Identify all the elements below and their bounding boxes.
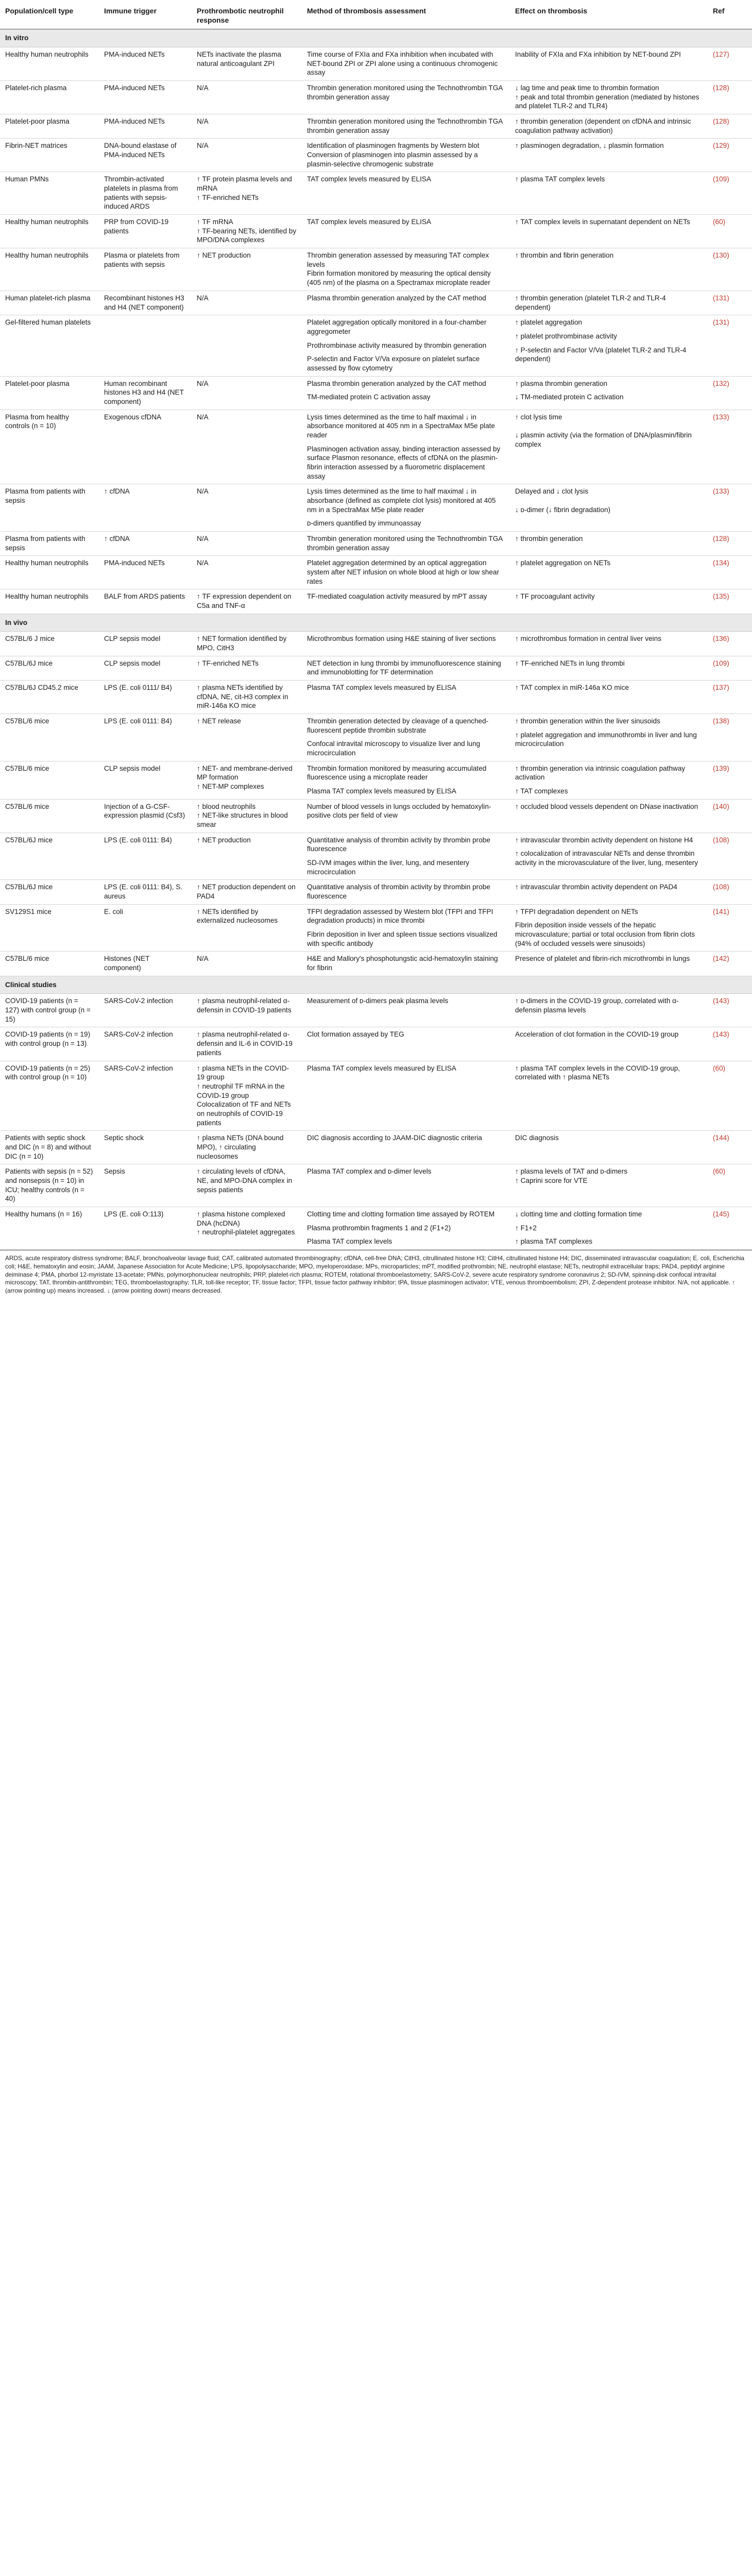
header-row <box>0 0 752 29</box>
cell-method: Platelet aggregation optically monitored in a four-chamber aggregometer Prothrombinase activity measured by thrombin generation P-selectin and Factor V/Va exposure on platelet surface assessed by flow cytometry <box>302 315 510 376</box>
cell-method: Thrombin generation detected by cleavage of a quenched-fluorescent peptide thrombin substrate Confocal intravital microscopy to visualize liver and lung microcirculation <box>302 714 510 761</box>
cell-effect: ↑ occluded blood vessels dependent on DNase inactivation <box>510 799 708 833</box>
cell-neutrophil-response: N/A <box>192 81 302 114</box>
cell-population: COVID-19 patients (n = 19) with control group (n = 13) <box>0 1027 99 1061</box>
cell-neutrophil-response: N/A <box>192 139 302 172</box>
cell-method: Clot formation assayed by TEG <box>302 1027 510 1061</box>
cell-ref: (132) <box>708 376 752 410</box>
cell-method: TFPI degradation assessed by Western blot (TFPI and TFPI degradation products) in mice thrombi Fibrin deposition in liver and spleen tissue sections visualized with specific antibody <box>302 904 510 952</box>
cell-ref: (109) <box>708 656 752 680</box>
table-row <box>0 1207 752 1249</box>
cell-ref: (137) <box>708 681 752 714</box>
cell-ref: (128) <box>708 81 752 114</box>
section-header <box>0 29 752 47</box>
cell-method: H&E and Mallory's phosphotungstic acid-hematoxylin staining for fibrin <box>302 952 510 976</box>
cell-method: DIC diagnosis according to JAAM-DIC diagnostic criteria <box>302 1131 510 1164</box>
cell-ref: (143) <box>708 1027 752 1061</box>
cell-population: Healthy human neutrophils <box>0 589 99 614</box>
cell-effect: ↑ platelet aggregation on NETs <box>510 556 708 589</box>
cell-neutrophil-response: NETs inactivate the plasma natural anticoagulant ZPI <box>192 47 302 81</box>
cell-effect: ↑ ᴅ-dimers in the COVID-19 group, correlated with α-defensin plasma levels <box>510 994 708 1027</box>
cell-ref: (128) <box>708 531 752 555</box>
cell-neutrophil-response <box>192 315 302 376</box>
cell-ref: (139) <box>708 761 752 799</box>
cell-effect: Delayed and ↓ clot lysis ↓ ᴅ-dimer (↓ fibrin degradation) <box>510 484 708 532</box>
cell-neutrophil-response: N/A <box>192 484 302 532</box>
cell-method: Thrombin generation monitored using the Technothrombin TGA thrombin generation assay <box>302 81 510 114</box>
cell-population: Healthy human neutrophils <box>0 556 99 589</box>
cell-neutrophil-response: ↑ NET production <box>192 833 302 880</box>
cell-immune-trigger: SARS-CoV-2 infection <box>99 1061 192 1131</box>
table-body <box>0 29 752 1250</box>
cell-population: C57BL/6J mice <box>0 656 99 680</box>
section-title: Clinical studies <box>0 976 752 994</box>
cell-population: C57BL/6J CD45.2 mice <box>0 681 99 714</box>
table-row <box>0 47 752 81</box>
header-immune-trigger: Immune trigger <box>99 0 192 29</box>
cell-population: Patients with sepsis (n = 52) and nonsepsis (n = 10) in ICU; healthy controls (n = 40) <box>0 1164 99 1207</box>
cell-ref: (145) <box>708 1207 752 1249</box>
cell-effect: ↑ plasma TAT complex levels in the COVID-19 group, correlated with ↑ plasma NETs <box>510 1061 708 1131</box>
cell-population: Plasma from patients with sepsis <box>0 531 99 555</box>
table-row <box>0 681 752 714</box>
cell-immune-trigger: Injection of a G-CSF-expression plasmid (Csf3) <box>99 799 192 833</box>
cell-neutrophil-response: ↑ NET production dependent on PAD4 <box>192 880 302 904</box>
cell-ref: (144) <box>708 1131 752 1164</box>
cell-population: Platelet-poor plasma <box>0 114 99 139</box>
cell-immune-trigger: PMA-induced NETs <box>99 556 192 589</box>
table-row <box>0 589 752 614</box>
table-row <box>0 761 752 799</box>
cell-method: Clotting time and clotting formation time assayed by ROTEM Plasma prothrombin fragments 1 and 2 (F1+2) Plasma TAT complex levels <box>302 1207 510 1249</box>
section-header <box>0 614 752 632</box>
cell-ref: (108) <box>708 833 752 880</box>
cell-ref: (131) <box>708 291 752 315</box>
cell-method: Plasma thrombin generation analyzed by the CAT method <box>302 291 510 315</box>
cell-immune-trigger: LPS (E. coli 0111: B4), S. aureus <box>99 880 192 904</box>
cell-neutrophil-response: ↑ plasma NETs in the COVID-19 group ↑ neutrophil TF mRNA in the COVID-19 group Colocalization of TF and NETs on neutrophils of COVID-19 patients <box>192 1061 302 1131</box>
cell-population: C57BL/6J mice <box>0 880 99 904</box>
cell-effect: Inability of FXIa and FXa inhibition by NET-bound ZPI <box>510 47 708 81</box>
header-population: Population/cell type <box>0 0 99 29</box>
cell-effect: ↑ TF procoagulant activity <box>510 589 708 614</box>
cell-method: Measurement of ᴅ-dimers peak plasma levels <box>302 994 510 1027</box>
cell-neutrophil-response: N/A <box>192 291 302 315</box>
cell-ref: (60) <box>708 215 752 248</box>
table-row <box>0 880 752 904</box>
cell-ref: (133) <box>708 484 752 532</box>
cell-effect: ↑ TAT complex in miR-146a KO mice <box>510 681 708 714</box>
cell-effect: DIC diagnosis <box>510 1131 708 1164</box>
cell-neutrophil-response: ↑ blood neutrophils ↑ NET-like structures in blood smear <box>192 799 302 833</box>
section-title: In vitro <box>0 29 752 47</box>
cell-neutrophil-response: N/A <box>192 114 302 139</box>
cell-method: TAT complex levels measured by ELISA <box>302 172 510 215</box>
cell-population: Healthy humans (n = 16) <box>0 1207 99 1249</box>
table-row <box>0 215 752 248</box>
cell-immune-trigger: CLP sepsis model <box>99 761 192 799</box>
cell-neutrophil-response: ↑ TF protein plasma levels and mRNA ↑ TF-enriched NETs <box>192 172 302 215</box>
cell-method: Quantitative analysis of thrombin activity by thrombin probe fluorescence SD-IVM images within the liver, lung, and mesentery microcirculation <box>302 833 510 880</box>
cell-effect: ↓ clotting time and clotting formation time ↑ F1+2 ↑ plasma TAT complexes <box>510 1207 708 1249</box>
cell-immune-trigger: Histones (NET component) <box>99 952 192 976</box>
cell-neutrophil-response: ↑ TF mRNA ↑ TF-bearing NETs, identified by MPO/DNA complexes <box>192 215 302 248</box>
cell-population: Patients with septic shock and DIC (n = 8) and without DIC (n = 10) <box>0 1131 99 1164</box>
cell-population: SV129S1 mice <box>0 904 99 952</box>
cell-neutrophil-response: ↑ TF-enriched NETs <box>192 656 302 680</box>
cell-effect: ↑ thrombin generation (platelet TLR-2 and TLR-4 dependent) <box>510 291 708 315</box>
cell-immune-trigger: LPS (E. coli 0111: B4) <box>99 714 192 761</box>
cell-immune-trigger: SARS-CoV-2 infection <box>99 1027 192 1061</box>
table-row <box>0 81 752 114</box>
cell-population: COVID-19 patients (n = 25) with control group (n = 10) <box>0 1061 99 1131</box>
table-row <box>0 556 752 589</box>
cell-population: C57BL/6 mice <box>0 761 99 799</box>
cell-method: Platelet aggregation determined by an optical aggregation system after NET infusion on whole blood at high or low shear rates <box>302 556 510 589</box>
cell-ref: (138) <box>708 714 752 761</box>
cell-neutrophil-response: ↑ plasma NETs (DNA bound MPO), ↑ circulating nucleosomes <box>192 1131 302 1164</box>
cell-effect: ↑ plasma levels of TAT and ᴅ-dimers ↑ Caprini score for VTE <box>510 1164 708 1207</box>
cell-population: Plasma from patients with sepsis <box>0 484 99 532</box>
table-row <box>0 904 752 952</box>
table-row <box>0 114 752 139</box>
cell-population: C57BL/6 mice <box>0 714 99 761</box>
cell-population: C57BL/6J mice <box>0 833 99 880</box>
table-row <box>0 1131 752 1164</box>
cell-neutrophil-response: N/A <box>192 556 302 589</box>
cell-method: Time course of FXIa and FXa inhibition when incubated with NET-bound ZPI or ZPI alone using a continuous chromogenic assay <box>302 47 510 81</box>
cell-neutrophil-response: ↑ circulating levels of cfDNA, NE, and MPO-DNA complex in sepsis patients <box>192 1164 302 1207</box>
cell-population: Gel-filtered human platelets <box>0 315 99 376</box>
table-row <box>0 172 752 215</box>
cell-immune-trigger: LPS (E. coli 0111: B4) <box>99 833 192 880</box>
cell-immune-trigger: CLP sepsis model <box>99 632 192 656</box>
cell-ref: (130) <box>708 248 752 291</box>
table-row <box>0 484 752 532</box>
cell-method: Thrombin formation monitored by measuring accumulated fluorescence using a microplate reader Plasma TAT complex levels measured by ELISA <box>302 761 510 799</box>
cell-method: Plasma TAT complex levels measured by ELISA <box>302 1061 510 1131</box>
thrombosis-table <box>0 0 752 1250</box>
cell-population: Healthy human neutrophils <box>0 47 99 81</box>
cell-effect: ↑ platelet aggregation ↑ platelet prothrombinase activity ↑ P-selectin and Factor V/Va (platelet TLR-2 and TLR-4 dependent) <box>510 315 708 376</box>
cell-ref: (108) <box>708 880 752 904</box>
cell-ref: (135) <box>708 589 752 614</box>
cell-neutrophil-response: ↑ NET formation identified by MPO, CitH3 <box>192 632 302 656</box>
section-title: In vivo <box>0 614 752 632</box>
cell-immune-trigger: Exogenous cfDNA <box>99 410 192 484</box>
cell-population: C57BL/6 mice <box>0 952 99 976</box>
cell-ref: (128) <box>708 114 752 139</box>
cell-effect: ↓ lag time and peak time to thrombin formation ↑ peak and total thrombin generation (mediated by histones and platelet TLR-2 and TLR4) <box>510 81 708 114</box>
cell-neutrophil-response: N/A <box>192 952 302 976</box>
cell-ref: (140) <box>708 799 752 833</box>
table-row <box>0 248 752 291</box>
cell-immune-trigger: LPS (E. coli 0111/ B4) <box>99 681 192 714</box>
cell-immune-trigger: PMA-induced NETs <box>99 81 192 114</box>
table-row <box>0 994 752 1027</box>
table-row <box>0 799 752 833</box>
cell-immune-trigger: Septic shock <box>99 1131 192 1164</box>
cell-method: Lysis times determined as the time to half maximal ↓ in absorbance (defined as complete clot lysis) monitored at 405 nm in a SpectraMax M5e plate reader ᴅ-dimers quantified by immunoassay <box>302 484 510 532</box>
cell-effect: ↑ thrombin generation (dependent on cfDNA and intrinsic coagulation pathway activation) <box>510 114 708 139</box>
header-neutrophil-response: Prothrombotic neutrophil response <box>192 0 302 29</box>
cell-neutrophil-response: ↑ NET- and membrane-derived MP formation ↑ NET-MP complexes <box>192 761 302 799</box>
cell-ref: (109) <box>708 172 752 215</box>
cell-method: Thrombin generation assessed by measuring TAT complex levels Fibrin formation monitored by measuring the optical density (405 nm) of the plasma on a Spectramax microplate reader <box>302 248 510 291</box>
cell-ref: (143) <box>708 994 752 1027</box>
cell-neutrophil-response: ↑ plasma NETs identified by cfDNA, NE, cit-H3 complex in miR-146a KO mice <box>192 681 302 714</box>
cell-effect: ↑ TAT complex levels in supernatant dependent on NETs <box>510 215 708 248</box>
cell-effect: ↑ TF-enriched NETs in lung thrombi <box>510 656 708 680</box>
cell-immune-trigger: Sepsis <box>99 1164 192 1207</box>
cell-immune-trigger: CLP sepsis model <box>99 656 192 680</box>
cell-population: Human PMNs <box>0 172 99 215</box>
cell-immune-trigger: ↑ cfDNA <box>99 484 192 532</box>
table-row <box>0 376 752 410</box>
table-footnote: ARDS, acute respiratory distress syndrome; BALF, bronchoalveolar lavage fluid; CAT, calibrated automated thrombinography; cfDNA, cell-free DNA; CitH3, citrullinated histone H3; CitH4, citrullinated histone H4; DIC, disseminated intravascular coagulation; E. coli, Escherichia coli; H&E, hematoxylin and eosin; JAAM, Japanese Association for Acute Medicine; LPS, lipopolysaccharide; MPO, myeloperoxidase; MPs, microparticles; mPT, modified prothrombin; NE, neutrophil elastase; NETs, neutrophil extracellular traps; PAD4, peptidyl arginine deiminase 4; PMA, phorbol 12-myristate 13-acetate; PMNs, polymorphonuclear neutrophils; PRP, platelet-rich plasma; ROTEM, rotational thromboelastometry; SARS-CoV-2, severe acute respiratory syndrome coronavirus 2; SD-IVM, spinning-disk confocal intravital microscopy; TAT, thrombin-antithrombin; TEG, thromboelastography; TLR, toll-like receptor; TF, tissue factor; TFPI, tissue factor pathway inhibitor; tPA, tissue plasminogen activator; VTE, venous thromboembolism; ZPI, Z-dependent protease inhibitor. N/A, not applicable. ↑ (arrow pointing up) means increased. ↓ (arrow pointing down) means decreased. <box>0 1250 752 1298</box>
cell-effect: ↑ plasma thrombin generation ↓ TM-mediated protein C activation <box>510 376 708 410</box>
cell-population: Fibrin-NET matrices <box>0 139 99 172</box>
cell-method: Identification of plasminogen fragments by Western blot Conversion of plasminogen into plasmin assessed by a plasmin-selective chromogenic substrate <box>302 139 510 172</box>
cell-method: NET detection in lung thrombi by immunofluorescence staining and immunoblotting for TF determination <box>302 656 510 680</box>
cell-method: Microthrombus formation using H&E staining of liver sections <box>302 632 510 656</box>
table-row <box>0 952 752 976</box>
cell-neutrophil-response: ↑ plasma neutrophil-related α-defensin and IL-6 in COVID-19 patients <box>192 1027 302 1061</box>
cell-neutrophil-response: N/A <box>192 531 302 555</box>
cell-immune-trigger: LPS (E. coli O:113) <box>99 1207 192 1249</box>
cell-ref: (127) <box>708 47 752 81</box>
cell-immune-trigger: Human recombinant histones H3 and H4 (NET component) <box>99 376 192 410</box>
cell-effect: ↑ thrombin and fibrin generation <box>510 248 708 291</box>
cell-effect: ↑ plasminogen degradation, ↓ plasmin formation <box>510 139 708 172</box>
table-row <box>0 656 752 680</box>
cell-population: Platelet-poor plasma <box>0 376 99 410</box>
cell-ref: (60) <box>708 1164 752 1207</box>
cell-method: Lysis times determined as the time to half maximal ↓ in absorbance monitored at 405 nm in a SpectraMax M5e plate reader Plasminogen activation assay, binding interaction assessed by surface Plasmon resonance, effects of cfDNA on the plasmin-fibrin interaction assessed by a fluorometric displacement assay <box>302 410 510 484</box>
cell-immune-trigger: E. coli <box>99 904 192 952</box>
cell-population: Platelet-rich plasma <box>0 81 99 114</box>
cell-neutrophil-response: N/A <box>192 410 302 484</box>
cell-immune-trigger: Thrombin-activated platelets in plasma from patients with sepsis-induced ARDS <box>99 172 192 215</box>
cell-ref: (133) <box>708 410 752 484</box>
cell-effect: ↑ clot lysis time ↓ plasmin activity (via the formation of DNA/plasmin/fibrin complex <box>510 410 708 484</box>
cell-effect: Presence of platelet and fibrin-rich microthrombi in lungs <box>510 952 708 976</box>
cell-ref: (131) <box>708 315 752 376</box>
table-row <box>0 291 752 315</box>
table-row <box>0 315 752 376</box>
cell-effect: ↑ plasma TAT complex levels <box>510 172 708 215</box>
cell-neutrophil-response: ↑ NET production <box>192 248 302 291</box>
cell-method: Plasma TAT complex levels measured by ELISA <box>302 681 510 714</box>
cell-population: C57BL/6 J mice <box>0 632 99 656</box>
cell-population: Human platelet-rich plasma <box>0 291 99 315</box>
cell-method: Plasma TAT complex and ᴅ-dimer levels <box>302 1164 510 1207</box>
cell-effect: ↑ intravascular thrombin activity dependent on PAD4 <box>510 880 708 904</box>
cell-neutrophil-response: ↑ NET release <box>192 714 302 761</box>
cell-ref: (134) <box>708 556 752 589</box>
table-row <box>0 1164 752 1207</box>
table-row <box>0 632 752 656</box>
cell-neutrophil-response: ↑ TF expression dependent on C5a and TNF-α <box>192 589 302 614</box>
cell-effect: Acceleration of clot formation in the COVID-19 group <box>510 1027 708 1061</box>
cell-neutrophil-response: ↑ plasma histone complexed DNA (hcDNA) ↑ neutrophil-platelet aggregates <box>192 1207 302 1249</box>
table-row <box>0 410 752 484</box>
cell-method: Thrombin generation monitored using the Technothrombin TGA thrombin generation assay <box>302 114 510 139</box>
header-ref: Ref <box>708 0 752 29</box>
cell-ref: (129) <box>708 139 752 172</box>
cell-effect: ↑ intravascular thrombin activity dependent on histone H4 ↑ colocalization of intravascular NETs and dense thrombin activity in the microvasculature of the liver, lung, mesentery <box>510 833 708 880</box>
cell-immune-trigger: ↑ cfDNA <box>99 531 192 555</box>
cell-population: C57BL/6 mice <box>0 799 99 833</box>
cell-method: TF-mediated coagulation activity measured by mPT assay <box>302 589 510 614</box>
cell-immune-trigger <box>99 315 192 376</box>
header-method: Method of thrombosis assessment <box>302 0 510 29</box>
cell-immune-trigger: Recombinant histones H3 and H4 (NET component) <box>99 291 192 315</box>
cell-immune-trigger: BALF from ARDS patients <box>99 589 192 614</box>
cell-effect: ↑ thrombin generation within the liver sinusoids ↑ platelet aggregation and immunothrombi in liver and lung microcirculation <box>510 714 708 761</box>
cell-method: Plasma thrombin generation analyzed by the CAT method TM-mediated protein C activation assay <box>302 376 510 410</box>
header-effect: Effect on thrombosis <box>510 0 708 29</box>
cell-population: COVID-19 patients (n = 127) with control group (n = 15) <box>0 994 99 1027</box>
cell-ref: (60) <box>708 1061 752 1131</box>
table-row <box>0 531 752 555</box>
cell-immune-trigger: DNA-bound elastase of PMA-induced NETs <box>99 139 192 172</box>
cell-population: Healthy human neutrophils <box>0 248 99 291</box>
cell-method: TAT complex levels measured by ELISA <box>302 215 510 248</box>
cell-neutrophil-response: N/A <box>192 376 302 410</box>
cell-method: Number of blood vessels in lungs occluded by hematoxylin-positive clots per field of view <box>302 799 510 833</box>
cell-immune-trigger: PMA-induced NETs <box>99 47 192 81</box>
cell-neutrophil-response: ↑ plasma neutrophil-related α-defensin in COVID-19 patients <box>192 994 302 1027</box>
cell-immune-trigger: Plasma or platelets from patients with sepsis <box>99 248 192 291</box>
cell-ref: (142) <box>708 952 752 976</box>
table-row <box>0 139 752 172</box>
cell-effect: ↑ TFPI degradation dependent on NETs Fibrin deposition inside vessels of the hepatic microvasculature; partial or total occlusion from fibrin clots (94% of occluded vessels were sinusoids) <box>510 904 708 952</box>
cell-population: Healthy human neutrophils <box>0 215 99 248</box>
cell-immune-trigger: PRP from COVID-19 patients <box>99 215 192 248</box>
cell-neutrophil-response: ↑ NETs identified by externalized nucleosomes <box>192 904 302 952</box>
cell-method: Thrombin generation monitored using the Technothrombin TGA thrombin generation assay <box>302 531 510 555</box>
cell-population: Plasma from healthy controls (n = 10) <box>0 410 99 484</box>
table-row <box>0 833 752 880</box>
cell-effect: ↑ microthrombus formation in central liver veins <box>510 632 708 656</box>
cell-effect: ↑ thrombin generation via intrinsic coagulation pathway activation ↑ TAT complexes <box>510 761 708 799</box>
cell-effect: ↑ thrombin generation <box>510 531 708 555</box>
table-row <box>0 714 752 761</box>
cell-ref: (141) <box>708 904 752 952</box>
cell-immune-trigger: SARS-CoV-2 infection <box>99 994 192 1027</box>
section-header <box>0 976 752 994</box>
cell-method: Quantitative analysis of thrombin activity by thrombin probe fluorescence <box>302 880 510 904</box>
cell-immune-trigger: PMA-induced NETs <box>99 114 192 139</box>
table-row <box>0 1061 752 1131</box>
cell-ref: (136) <box>708 632 752 656</box>
table-row <box>0 1027 752 1061</box>
